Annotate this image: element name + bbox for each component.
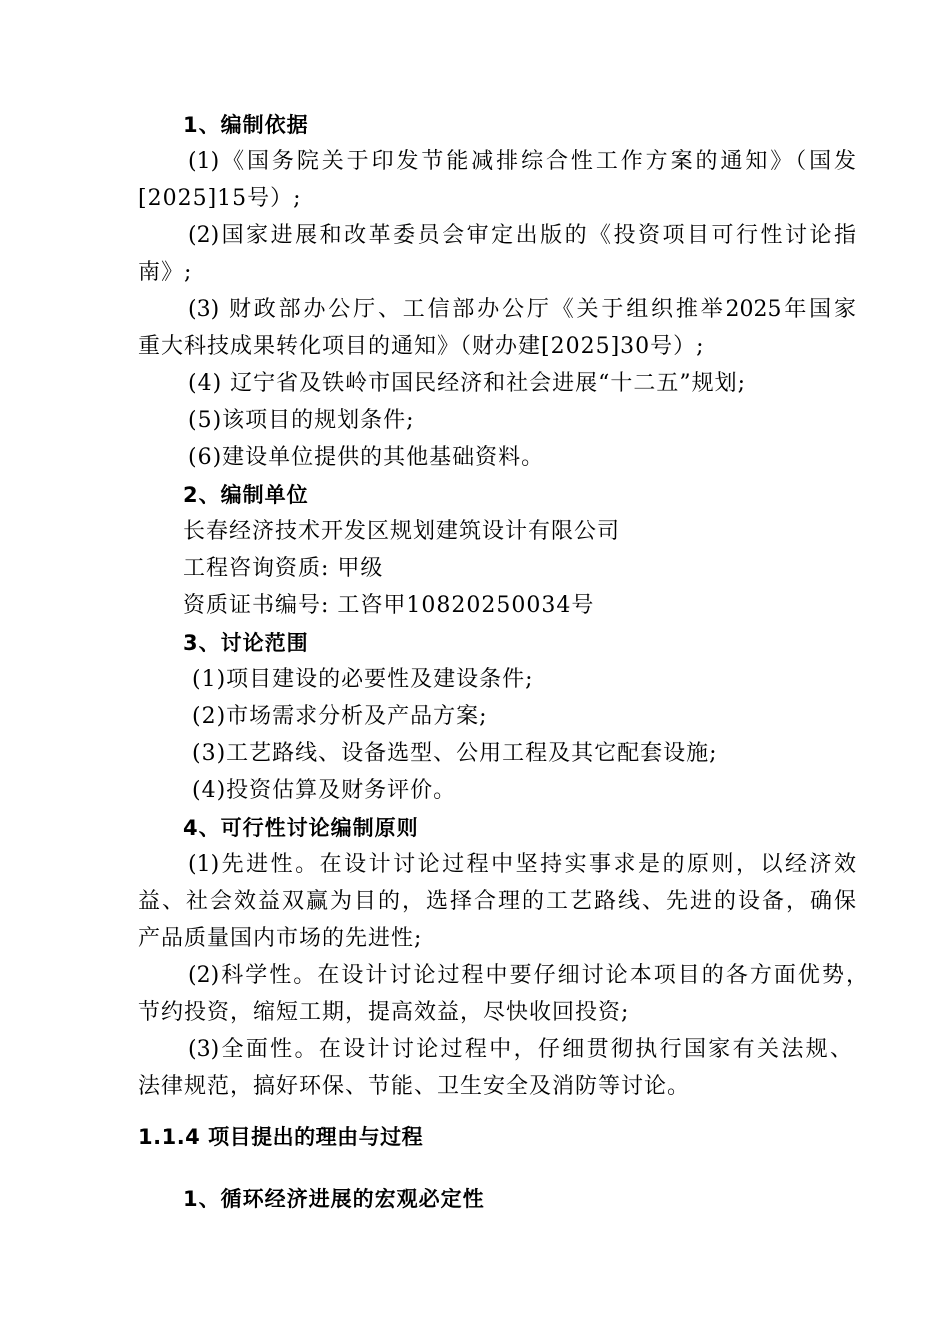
basis-item-1-line-1: (1)《国务院关于印发节能减排综合性工作方案的通知》（国发 [188, 149, 856, 174]
heading-unit: 2、编制单位 [183, 483, 309, 507]
principle-1-line-2: 益、社会效益双赢为目的，选择合理的工艺路线、先进的设备，确保 [138, 889, 856, 914]
unit-name: 长春经济技术开发区规划建筑设计有限公司 [183, 519, 621, 544]
principle-2-line-2: 节约投资，缩短工期，提高效益，尽快收回投资; [138, 1000, 630, 1025]
heading-scope: 3、讨论范围 [183, 631, 309, 655]
basis-item-2-line-1: (2)国家进展和改革委员会审定出版的《投资项目可行性讨论指 [188, 223, 856, 248]
unit-certificate: 资质证书编号: 工咨甲10820250034号 [183, 593, 595, 618]
basis-item-3-line-2: 重大科技成果转化项目的通知》（财办建[2025]30号）; [138, 334, 705, 359]
basis-item-1-line-2: [2025]15号）; [138, 186, 302, 211]
scope-item-3: (3)工艺路线、设备选型、公用工程及其它配套设施; [192, 741, 718, 766]
scope-item-2: (2)市场需求分析及产品方案; [192, 704, 488, 729]
principle-1-line-3: 产品质量国内市场的先进性; [138, 926, 423, 951]
unit-qualification: 工程咨询资质: 甲级 [183, 556, 384, 581]
principle-2-line-1: (2)科学性。在设计讨论过程中要仔细讨论本项目的各方面优势， [188, 963, 868, 988]
basis-item-2-line-2: 南》; [138, 260, 193, 285]
principle-3-line-1: (3)全面性。在设计讨论过程中，仔细贯彻执行国家有关法规、 [188, 1037, 852, 1062]
scope-item-1: (1)项目建设的必要性及建设条件; [192, 667, 534, 692]
basis-item-6: (6)建设单位提供的其他基础资料。 [188, 445, 545, 470]
principle-1-line-1: (1)先进性。在设计讨论过程中坚持实事求是的原则，以经济效 [188, 852, 856, 877]
principle-3-line-2: 法律规范，搞好环保、节能、卫生安全及消防等讨论。 [138, 1074, 691, 1099]
heading-principles: 4、可行性讨论编制原则 [183, 816, 419, 840]
basis-item-4: (4) 辽宁省及铁岭市国民经济和社会进展“十二五”规划; [188, 371, 747, 396]
heading-basis: 1、编制依据 [183, 113, 309, 137]
subsection-heading: 1、循环经济进展的宏观必定性 [183, 1187, 485, 1211]
section-title: 1.1.4 项目提出的理由与过程 [138, 1125, 424, 1149]
basis-item-3-line-1: (3) 财政部办公厅、工信部办公厅《关于组织推举2025年国家 [188, 297, 856, 322]
scope-item-4: (4)投资估算及财务评价。 [192, 778, 457, 803]
basis-item-5: (5)该项目的规划条件; [188, 408, 415, 433]
